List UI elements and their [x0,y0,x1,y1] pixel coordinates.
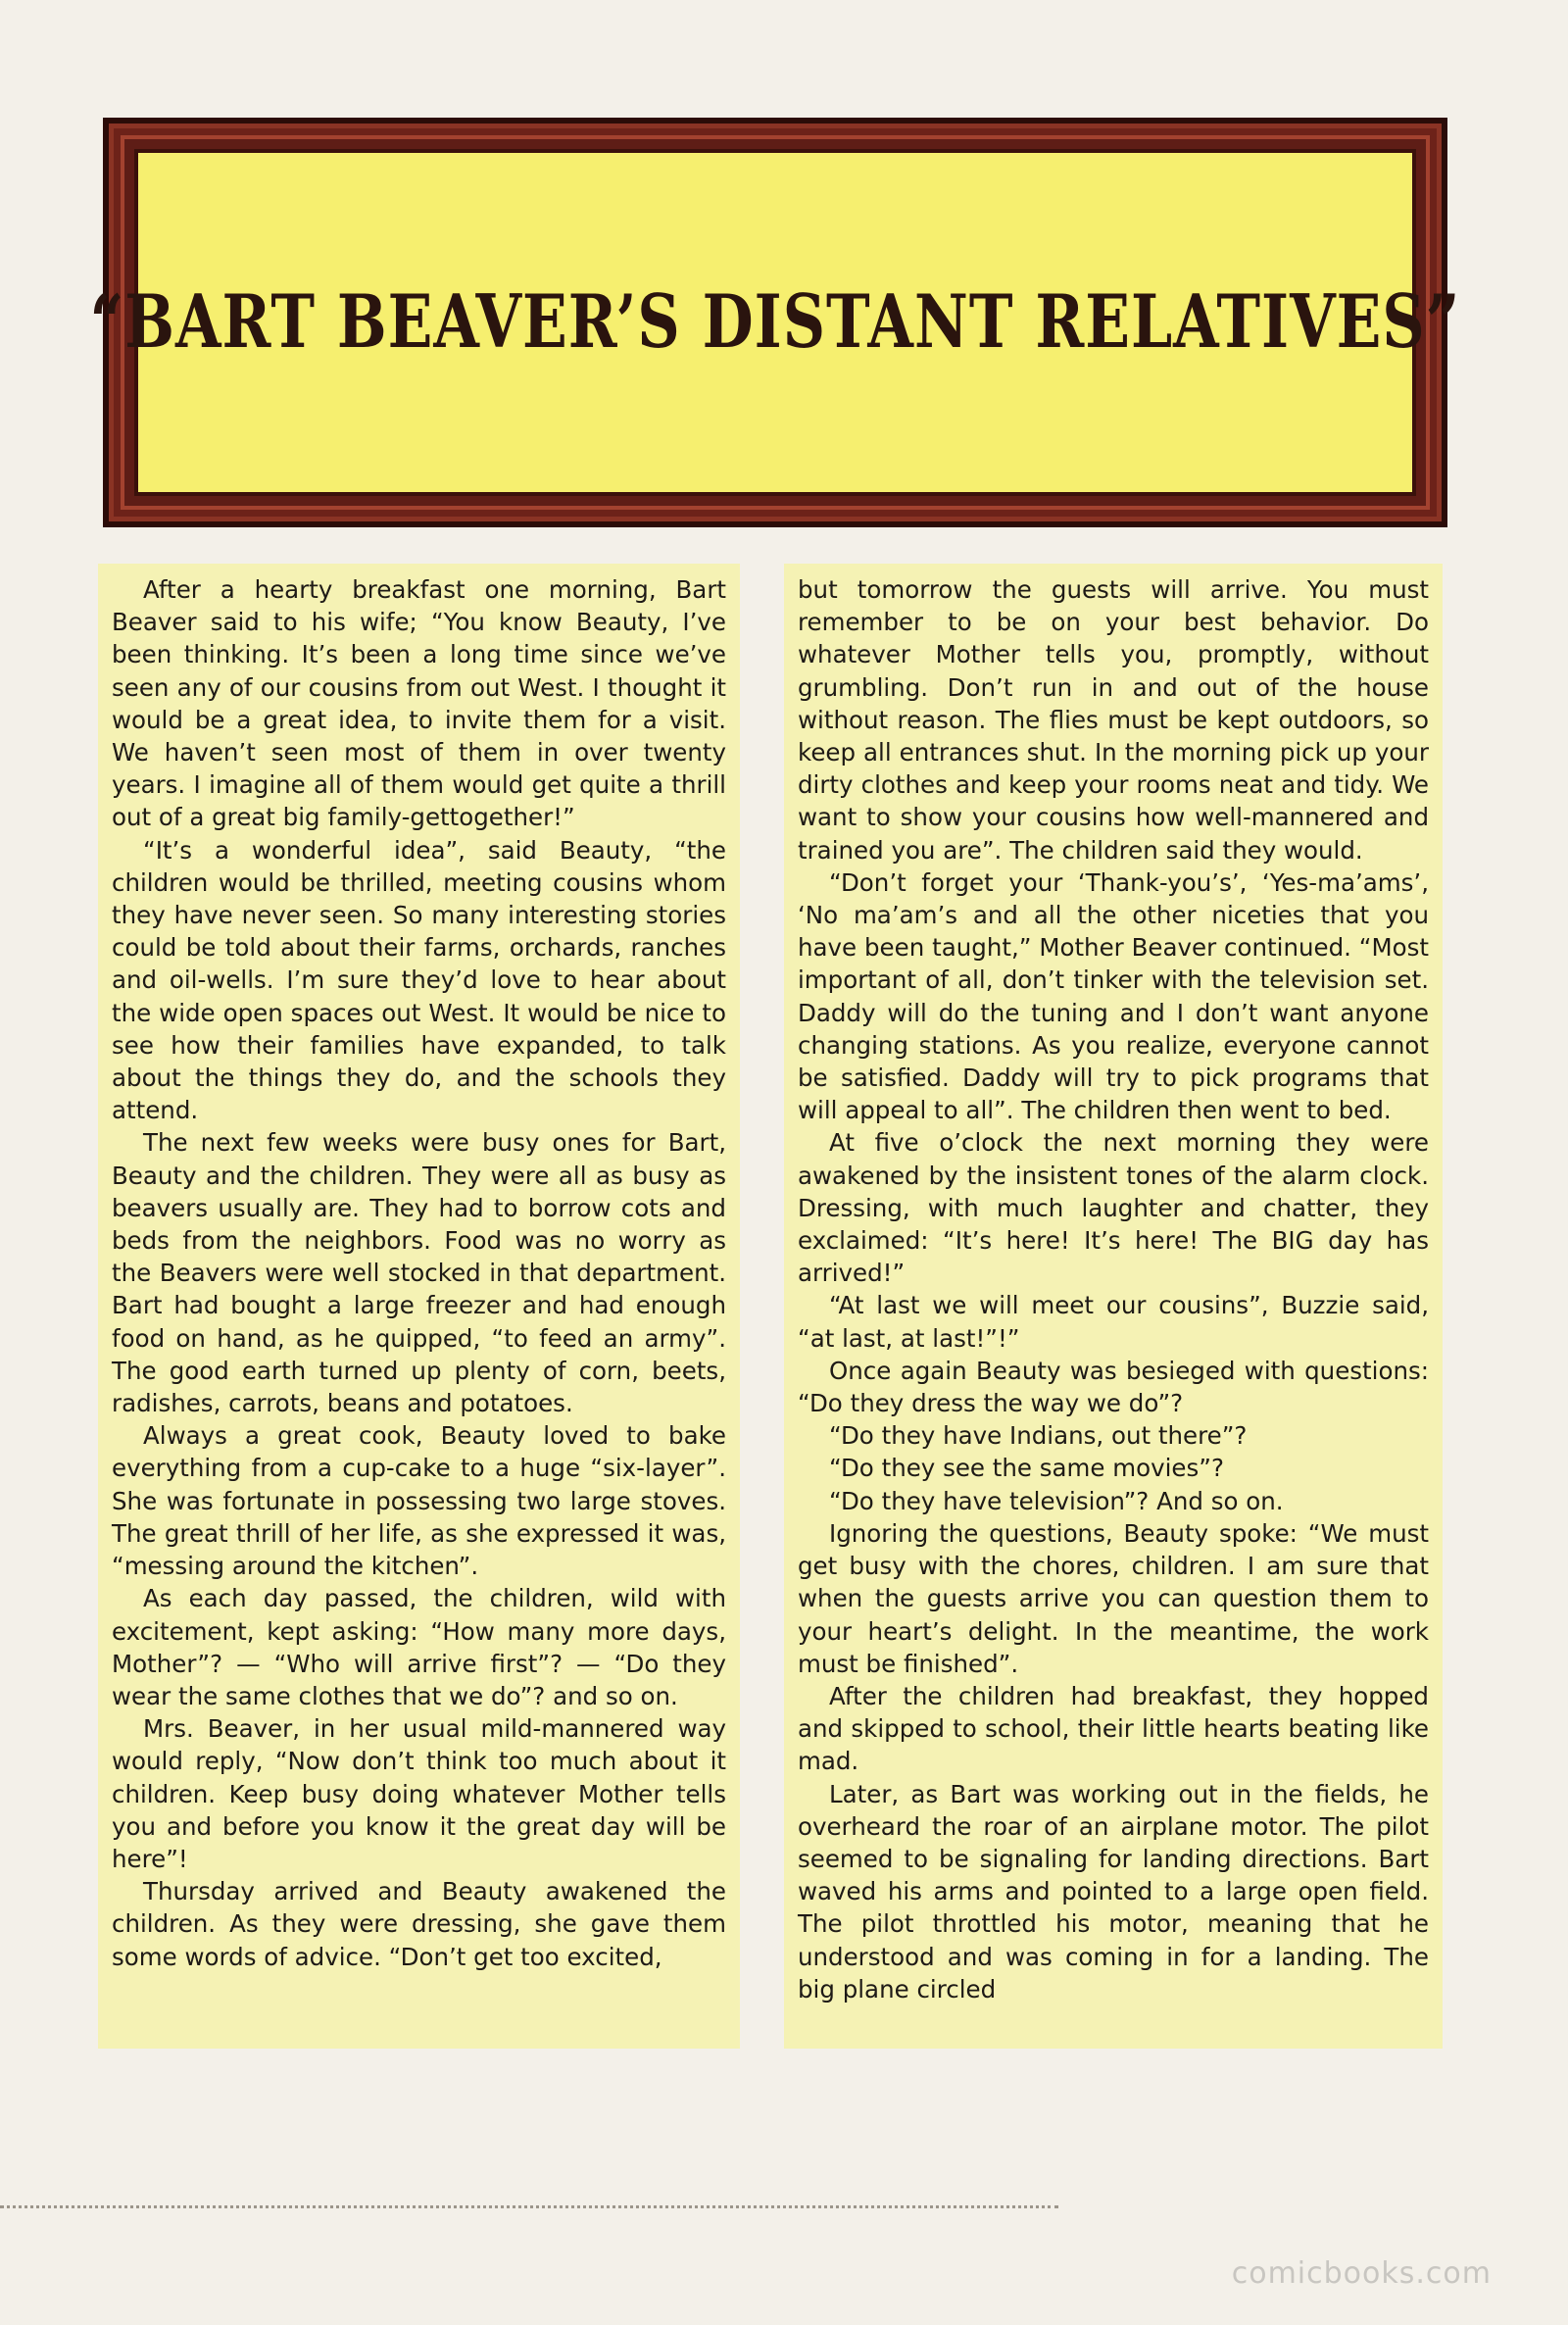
paragraph: As each day passed, the children, wild with excitement, kept asking: “How many more days, Mother”? — “Who will arrive first”? — “Do they wear the same clothes that we do”? and so on. [112,1584,726,1710]
watermark: comicbooks.com [1231,2256,1492,2291]
paragraph: Thursday arrived and Beauty awakened the children. As they were dressing, she gave them some words of advice. “Don’t get too excited, [112,1877,726,1971]
paragraph: “It’s a wonderful idea”, said Beauty, “the children would be thrilled, meeting cousins whom they have never seen. So many interesting stories could be told about their farms, orchards, ranches and oil-wells. I’m sure they’d love to hear about the wide open spaces out West. It would be nice to see how their families have expanded, to talk about the things they do, and the schools they attend. [112,835,726,1125]
paragraph: Mrs. Beaver, in her usual mild-mannered way would reply, “Now don’t think too much about it children. Keep busy doing whatever Mother tells you and before you know it the great day will be here”! [112,1714,726,1873]
title-panel [89,149,1461,496]
paragraph: “Do they see the same movies”? [829,1454,1224,1483]
paragraph: Always a great cook, Beauty loved to bake everything from a cup-cake to a huge “six-layer”. She was fortunate in possessing two large stoves. The great thrill of her life, as she expressed it was, “messing around the kitchen”. [112,1421,726,1581]
paragraph: Once again Beauty was besieged with questions: “Do they dress the way we do”? [798,1356,1429,1418]
paragraph: Later, as Bart was working out in the fields, he overheard the roar of an airplane motor. The pilot seemed to be signaling for landing directions. Bart waved his arms and pointed to a large open field. The pilot throttled his motor, meaning that he understood and was coming in for a landing. The big plane circled [798,1779,1429,2003]
paragraph: “Do they have Indians, out there”? [829,1421,1248,1451]
paragraph: “Do they have television”? And so on. [829,1486,1284,1515]
story-title: “BART BEAVER’S DISTANT RELATIVES” [89,279,1461,366]
left-text-column [98,564,740,2049]
paragraph: After a hearty breakfast one morning, Bart Beaver said to his wife; “You know Beauty, I’ve been thinking. It’s been a long time since we’ve seen any of our cousins from out West. I thought it would be a great idea, to invite them for a visit. We haven’t seen most of them in over twenty years. I imagine all of them would get quite a thrill out of a great big family-gettogether!” [112,575,726,832]
paragraph: “Don’t forget your ‘Thank-you’s’, ‘Yes-ma’ams’, ‘No ma’am’s and all the other niceties that you have been taught,” Mother Beaver continued. “Most important of all, don’t tinker with the television set. Daddy will do the tuning and I don’t want anyone changing stations. As you realize, everyone cannot be satisfied. Daddy will try to pick programs that will appeal to all”. The children then went to bed. [798,867,1429,1125]
page-edge-marks [0,2205,1058,2218]
title-frame [89,118,1461,527]
paragraph: “At last we will meet our cousins”, Buzzie said, “at last, at last!”!” [798,1291,1429,1353]
paragraph-continuation: but tomorrow the guests will arrive. You must remember to be on your best behavior. Do whatever Mother tells you, promptly, without grumbling. Don’t run in and out of the house without reason. The flies must be kept outdoors, so keep all entrances shut. In the morning pick up your dirty clothes and keep your rooms neat and tidy. We want to show your cousins how well-mannered and trained you are”. The children said they would. [798,575,1429,865]
right-text-column [784,564,1443,2049]
paragraph: After the children had breakfast, they hopped and skipped to school, their little hearts beating like mad. [798,1681,1429,1776]
paragraph: Ignoring the questions, Beauty spoke: “We must get busy with the chores, children. I am sure that when the guests arrive you can question them to your heart’s delight. In the meantime, the work must be finished”. [798,1518,1429,1678]
paragraph: At five o’clock the next morning they were awakened by the insistent tones of the alarm clock. Dressing, with much laughter and chatter, they exclaimed: “It’s here! It’s here! The BIG day has arrived!” [798,1128,1429,1288]
paragraph: The next few weeks were busy ones for Bart, Beauty and the children. They were all as busy as beavers usually are. They had to borrow cots and beds from the neighbors. Food was no worry as the Beavers were well stocked in that department. Bart had bought a large freezer and had enough food on hand, as he quipped, “to feed an army”. The good earth turned up plenty of corn, beets, radishes, carrots, beans and potatoes. [112,1128,726,1418]
